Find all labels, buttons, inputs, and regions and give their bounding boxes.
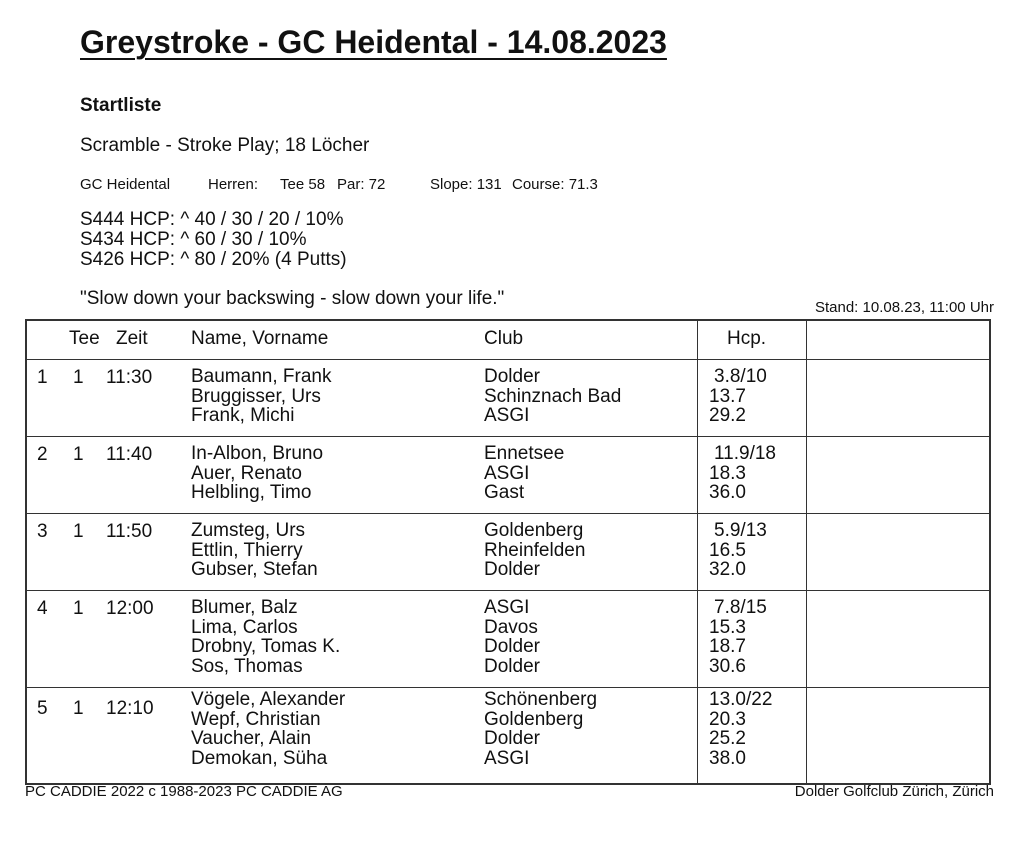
group-tee: 1 [73,444,84,465]
group-number: 1 [37,367,48,388]
course-club: GC Heidental [80,176,171,193]
player-name: Demokan, Süha [191,747,328,769]
player-hcp: 15.3 [709,616,746,638]
player-name: In-Albon, Bruno [191,443,324,464]
course-slope: Slope: 131 [430,176,502,193]
group-number: 5 [37,698,48,719]
player-club: ASGI [484,597,530,618]
player-name: Vaucher, Alain [191,728,312,749]
player-hcp: 11.9/18 [714,443,776,464]
player-name-list [191,444,323,503]
hcp-rule: S434 HCP: ^ 60 / 30 / 10% [80,229,307,250]
player-hcp: 20.3 [709,708,746,730]
hcp-rule: S426 HCP: ^ 80 / 20% (4 Putts) [80,249,347,270]
group-time: 11:50 [106,521,153,542]
course-gender: Herren: [208,176,259,193]
player-hcp: 32.0 [709,559,746,580]
player-hcp: 13.0/22 [709,689,773,710]
hcp-rules [80,210,347,270]
player-name: Gubser, Stefan [191,559,318,580]
player-club: Schönenberg [484,689,598,710]
column-header-tee: Tee [69,328,100,349]
column-header-name: Name, Vorname [191,328,329,349]
player-hcp: 5.9/13 [714,520,767,541]
player-name: Helbling, Timo [191,482,312,503]
column-divider [697,321,698,783]
player-name: Drobny, Tomas K. [191,636,341,657]
header-divider [27,359,989,360]
player-hcp-list [709,521,767,580]
group-time: 12:10 [106,698,154,719]
player-club: Dolder [484,559,540,580]
player-club: Goldenberg [484,708,584,730]
player-club: ASGI [484,747,530,769]
group-divider [27,436,989,437]
group-number: 4 [37,598,48,619]
course-par: Par: 72 [337,176,386,193]
player-name: Ettlin, Thierry [191,539,303,561]
player-hcp: 36.0 [709,482,746,503]
player-name: Zumsteg, Urs [191,520,306,541]
player-hcp: 13.7 [709,385,746,407]
course-rating: Course: 71.3 [512,176,598,193]
footer-software: PC CADDIE 2022 c 1988-2023 PC CADDIE AG [25,783,343,800]
player-name: Frank, Michi [191,405,295,426]
player-name: Baumann, Frank [191,366,332,387]
stand-timestamp: Stand: 10.08.23, 11:00 Uhr [814,299,994,316]
player-club: ASGI [484,405,530,426]
player-hcp: 18.3 [709,462,746,484]
column-header-club: Club [484,328,524,349]
group-number: 3 [37,521,48,542]
player-hcp: 3.8/10 [714,366,767,387]
player-name: Bruggisser, Urs [191,385,321,407]
player-hcp-list [709,444,776,503]
player-name: Sos, Thomas [191,655,303,677]
player-club: Dolder [484,728,540,749]
player-name: Wepf, Christian [191,708,321,730]
footer-club: Dolder Golfclub Zürich, Zürich [794,783,994,800]
page-title: Greystroke - GC Heidental - 14.08.2023 [80,24,667,60]
player-name-list [191,521,318,580]
player-club: Goldenberg [484,520,584,541]
player-club: Dolder [484,366,540,387]
player-club: Dolder [484,636,540,657]
group-time: 11:30 [106,367,153,388]
player-club: ASGI [484,462,530,484]
player-club: Ennetsee [484,443,565,464]
player-club: Rheinfelden [484,539,586,561]
player-name-list [191,367,331,426]
player-name: Vögele, Alexander [191,689,346,710]
player-club-list [484,367,621,426]
player-name: Lima, Carlos [191,616,298,638]
group-time: 11:40 [106,444,153,465]
list-subtitle: Startliste [80,95,162,116]
group-tee: 1 [73,698,84,719]
player-club-list [484,521,585,580]
quote: "Slow down your backswing - slow down your life." [80,288,505,309]
player-hcp-list [709,598,767,676]
player-name-list [191,690,345,768]
player-club: Gast [484,482,525,503]
column-divider [806,321,807,783]
startlist-table [25,319,991,785]
group-tee: 1 [73,367,84,388]
player-club-list [484,690,597,768]
player-club: Schinznach Bad [484,385,622,407]
column-header-hcp: Hcp. [727,328,767,349]
hcp-rule: S444 HCP: ^ 40 / 30 / 20 / 10% [80,209,344,230]
player-name: Auer, Renato [191,462,302,484]
column-header-zeit: Zeit [116,328,148,349]
group-divider [27,590,989,591]
player-name-list [191,598,340,676]
player-hcp: 38.0 [709,747,746,769]
group-number: 2 [37,444,48,465]
course-tee: Tee 58 [280,176,326,193]
player-hcp: 25.2 [709,728,746,749]
player-club-list [484,444,564,503]
game-format: Scramble - Stroke Play; 18 Löcher [80,135,370,156]
player-club: Davos [484,616,538,638]
player-hcp: 7.8/15 [714,597,767,618]
player-name: Blumer, Balz [191,597,298,618]
group-divider [27,513,989,514]
player-club: Dolder [484,655,540,677]
player-hcp: 29.2 [709,405,746,426]
player-hcp-list [709,690,772,768]
group-tee: 1 [73,521,84,542]
group-tee: 1 [73,598,84,619]
player-hcp: 30.6 [709,655,746,677]
player-hcp-list [709,367,767,426]
group-time: 12:00 [106,598,154,619]
player-club-list [484,598,540,676]
group-divider [27,687,989,688]
player-hcp: 18.7 [709,636,746,657]
player-hcp: 16.5 [709,539,746,561]
